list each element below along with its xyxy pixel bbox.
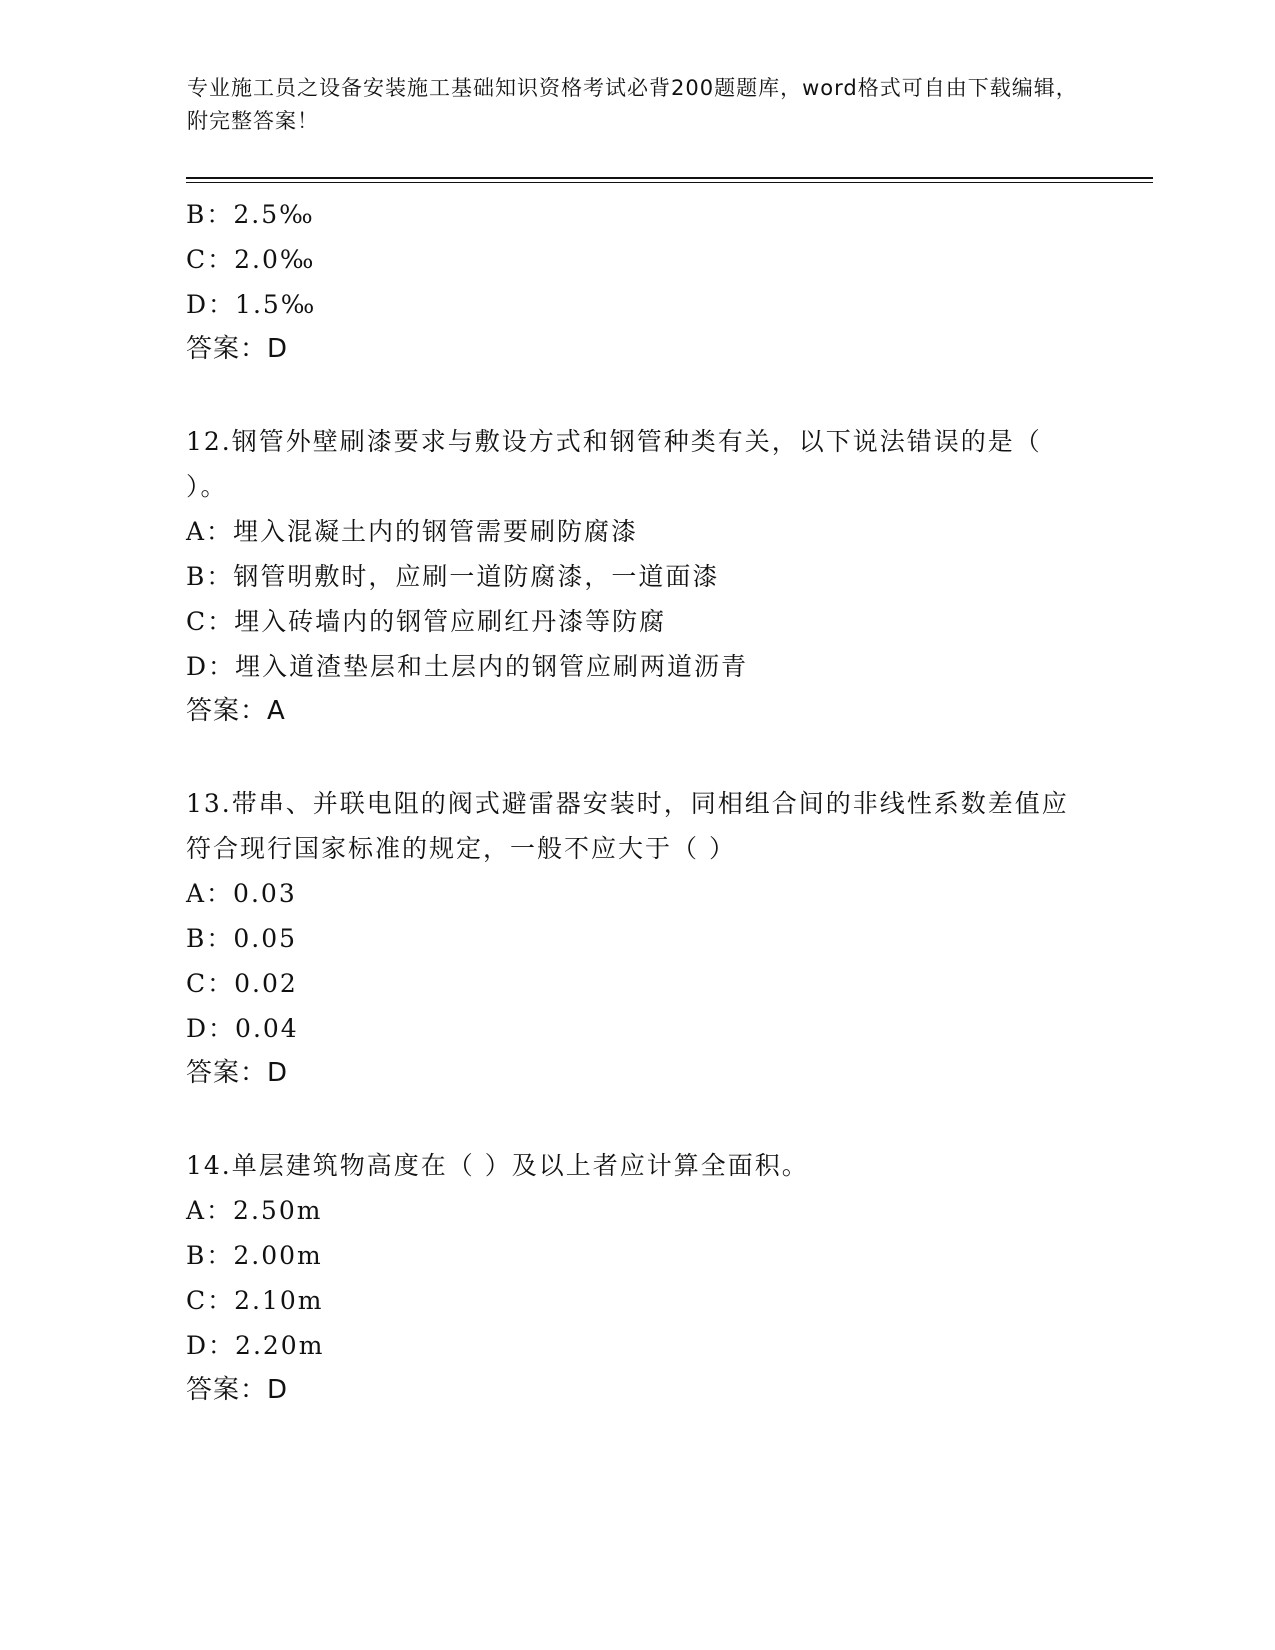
option-a: A：2.50m [186, 1196, 323, 1225]
option-b: B：钢管明敷时，应刷一道防腐漆，一道面漆 [186, 562, 720, 591]
question-text: 13.带串、并联电阻的阀式避雷器安装时，同相组合间的非线性系数差值应符合现行国家标准的规定，一般不应大于（ ） [186, 789, 1069, 863]
question-block [186, 192, 1086, 372]
answer-line: 答案：D [186, 1058, 289, 1088]
question-block [186, 1143, 1086, 1413]
option-a: A：0.03 [186, 879, 297, 908]
option-d: D：2.20m [186, 1331, 325, 1360]
option-c: C：埋入砖墙内的钢管应刷红丹漆等防腐 [186, 607, 667, 636]
option-c: C：0.02 [186, 969, 298, 998]
option-d: D：埋入道渣垫层和土层内的钢管应刷两道沥青 [186, 652, 749, 681]
answer-line: 答案：D [186, 1375, 289, 1405]
question-text: 14.单层建筑物高度在（ ）及以上者应计算全面积。 [186, 1151, 809, 1180]
question-list [186, 192, 1086, 1413]
header-rule-thin [186, 182, 1153, 183]
option-a: A：埋入混凝土内的钢管需要刷防腐漆 [186, 517, 639, 546]
question-block [186, 419, 1086, 734]
option-d: D：0.04 [186, 1014, 299, 1043]
question-block [186, 781, 1086, 1096]
option-c: C：2.0‰ [186, 245, 316, 274]
option-b: B：0.05 [186, 924, 298, 953]
option-c: C：2.10m [186, 1286, 324, 1315]
option-d: D：1.5‰ [186, 290, 317, 319]
document-header: 专业施工员之设备安装施工基础知识资格考试必背200题题库，word格式可自由下载编辑，附完整答案！ [187, 76, 1078, 133]
option-b: B：2.5‰ [186, 200, 315, 229]
answer-line: 答案：D [186, 334, 289, 364]
question-text: 12.钢管外壁刷漆要求与敷设方式和钢管种类有关，以下说法错误的是（ ）。 [186, 427, 1042, 501]
answer-line: 答案：A [186, 696, 286, 726]
option-b: B：2.00m [186, 1241, 323, 1270]
header-rule-thick [186, 177, 1153, 179]
